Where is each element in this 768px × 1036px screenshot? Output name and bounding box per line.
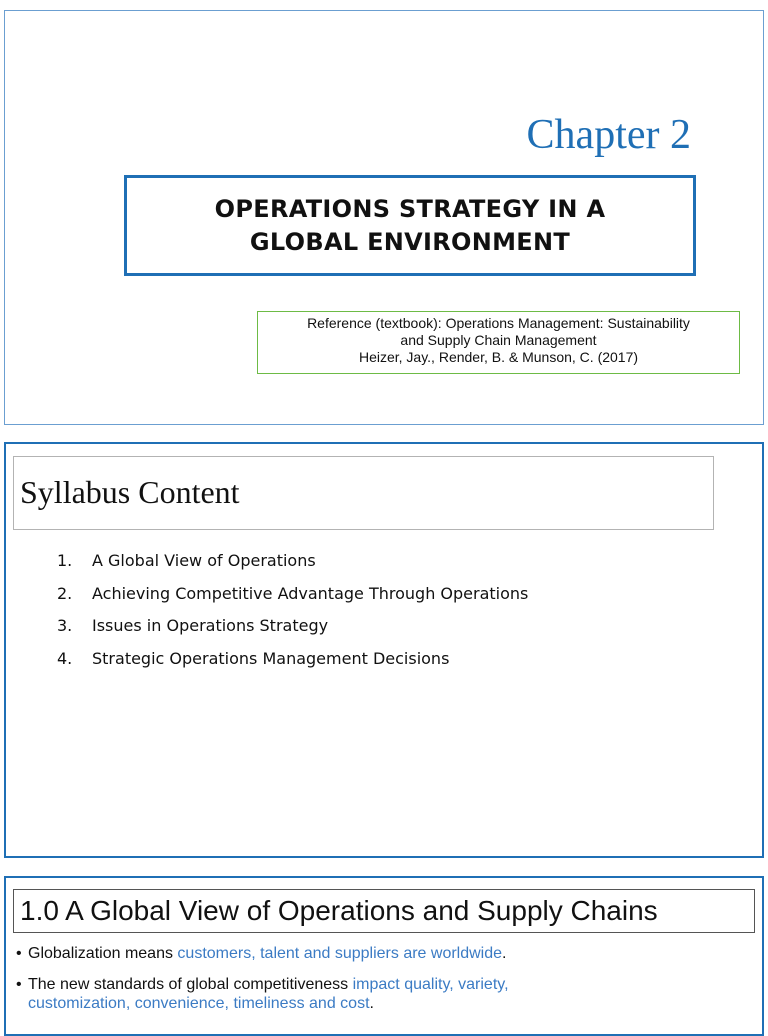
syllabus-heading: Syllabus Content — [20, 474, 240, 510]
bullet-highlight-continued: customization, convenience, timeliness and cost — [28, 995, 370, 1012]
reference-line-2: and Supply Chain Management — [400, 332, 597, 348]
list-item-number: 1. — [57, 551, 73, 570]
list-item — [57, 550, 528, 583]
bullet-highlight: customers, talent and suppliers are worldwide — [177, 945, 503, 962]
global-view-heading-box — [13, 889, 755, 933]
syllabus-heading-box — [13, 456, 714, 530]
chapter-title — [215, 193, 606, 259]
list-item-number: 4. — [57, 648, 73, 668]
bullet-icon: • — [16, 945, 22, 962]
bullet-text: The new standards of global competitiveness — [28, 976, 353, 993]
bullet-text: Globalization means — [28, 945, 178, 962]
list-item-number: 3. — [57, 616, 73, 635]
bullet-icon: • — [16, 976, 22, 993]
bullet-globalization — [16, 944, 507, 963]
slide-title — [4, 10, 764, 425]
list-item-number: 2. — [57, 583, 73, 603]
list-item — [57, 615, 528, 648]
syllabus-list — [57, 550, 528, 680]
list-item — [57, 648, 528, 681]
chapter-label: Chapter 2 — [526, 112, 691, 158]
reference-line-1: Reference (textbook): Operations Management: Sustainability — [307, 315, 690, 331]
bullet-end: . — [369, 995, 374, 1012]
reference-box — [257, 311, 740, 374]
chapter-title-box — [124, 175, 696, 276]
list-item-label: Issues in Operations Strategy — [92, 616, 329, 635]
bullet-competitiveness — [16, 975, 509, 1013]
list-item-label: A Global View of Operations — [92, 551, 316, 570]
bullet-highlight: impact quality, variety, — [352, 976, 509, 993]
chapter-title-line-2: GLOBAL ENVIRONMENT — [249, 227, 571, 256]
list-item-label: Achieving Competitive Advantage Through Operations — [92, 583, 529, 603]
chapter-title-line-1: OPERATIONS STRATEGY IN A — [214, 194, 606, 223]
global-view-heading: 1.0 A Global View of Operations and Supply Chains — [20, 895, 658, 926]
bullet-end: . — [502, 945, 507, 962]
slide-syllabus — [4, 442, 764, 858]
list-item — [57, 583, 528, 616]
reference-line-3: Heizer, Jay., Render, B. & Munson, C. (2017) — [358, 349, 639, 365]
slide-global-view — [4, 876, 764, 1036]
list-item-label: Strategic Operations Management Decisions — [92, 648, 450, 668]
